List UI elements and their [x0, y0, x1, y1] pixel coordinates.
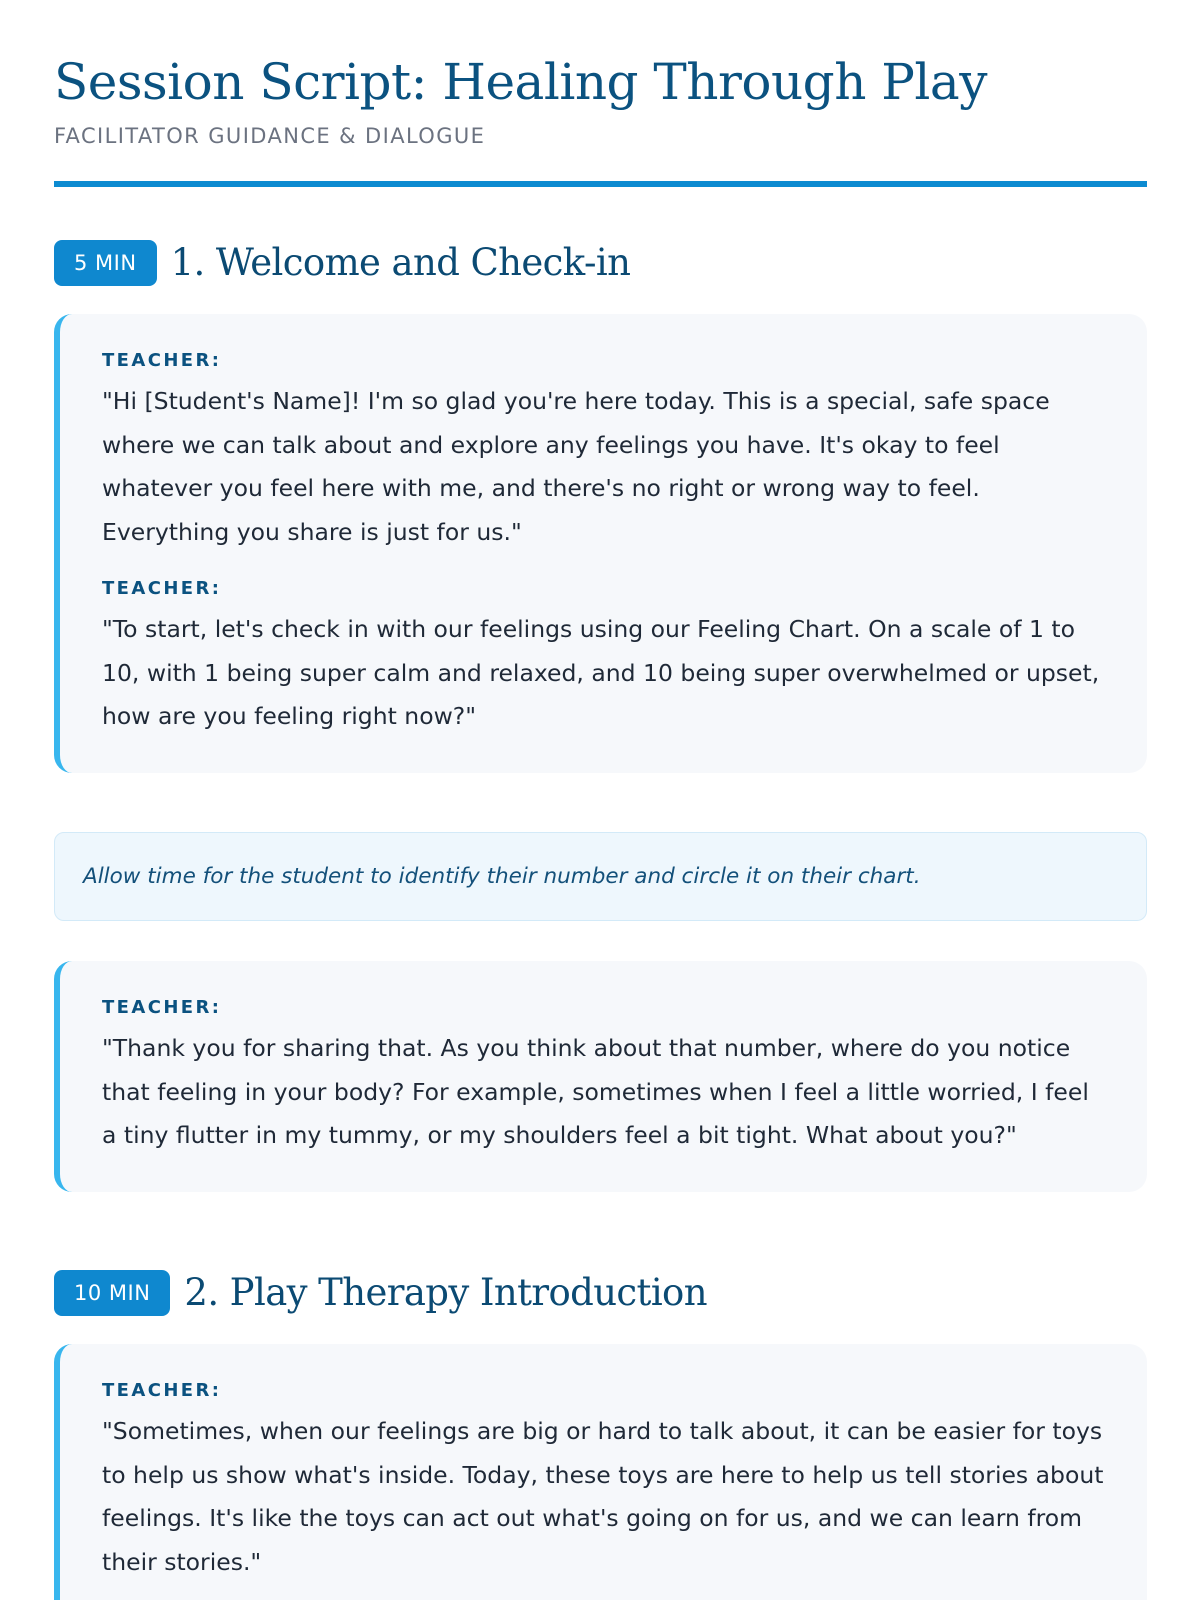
- duration-badge: 5 MIN: [54, 240, 157, 286]
- speaker-label: TEACHER:: [102, 997, 222, 1018]
- dialogue-block: [102, 576, 1107, 739]
- section-header-welcome: [54, 240, 630, 286]
- dialogue-card: [54, 1344, 1147, 1600]
- dialogue-block: [102, 1378, 1107, 1584]
- section-header-play-therapy: [54, 1270, 707, 1316]
- dialogue-card: [54, 314, 1147, 773]
- dialogue-card: [54, 961, 1147, 1192]
- section-title: 2. Play Therapy Introduction: [184, 1271, 707, 1314]
- teacher-speech: "Thank you for sharing that. As you think about that number, where do you notice that feeling in your body? For example, sometimes when I feel a little worried, I feel a tiny flutter in my tummy, or my shoulders feel a bit tight. What about you?": [102, 1034, 1089, 1149]
- teacher-speech: "To start, let's check in with our feelings using our Feeling Chart. On a scale of 1 to 10, with 1 being super calm and relaxed, and 10 being super overwhelmed or upset, how are you feeling right now?": [102, 615, 1100, 730]
- speaker-label: TEACHER:: [102, 350, 222, 371]
- speaker-label: TEACHER:: [102, 578, 222, 599]
- facilitator-note: [54, 832, 1147, 921]
- dialogue-block: [102, 348, 1107, 554]
- section-title: 1. Welcome and Check-in: [170, 241, 631, 284]
- page-subtitle: FACILITATOR GUIDANCE & DIALOGUE: [54, 124, 486, 148]
- teacher-speech: "Hi [Student's Name]! I'm so glad you're here today. This is a special, safe space where we can talk about and explore any feelings you have. It's okay to feel whatever you feel here with me, and there's no right or wrong way to feel. Everything you share is just for us.": [102, 387, 1050, 546]
- title-divider: [54, 181, 1147, 187]
- dialogue-block: [102, 995, 1107, 1158]
- teacher-speech: "Sometimes, when our feelings are big or hard to talk about, it can be easier for toys to help us show what's inside. Today, these toys are here to help us tell stories about feelings. It's like the toys can act out what's going on for us, and we can learn from their stories.": [102, 1417, 1104, 1576]
- duration-badge: 10 MIN: [54, 1270, 170, 1316]
- page-title: Session Script: Healing Through Play: [54, 53, 987, 111]
- speaker-label: TEACHER:: [102, 1380, 222, 1401]
- facilitator-note-text: Allow time for the student to identify their number and circle it on their chart.: [83, 863, 921, 889]
